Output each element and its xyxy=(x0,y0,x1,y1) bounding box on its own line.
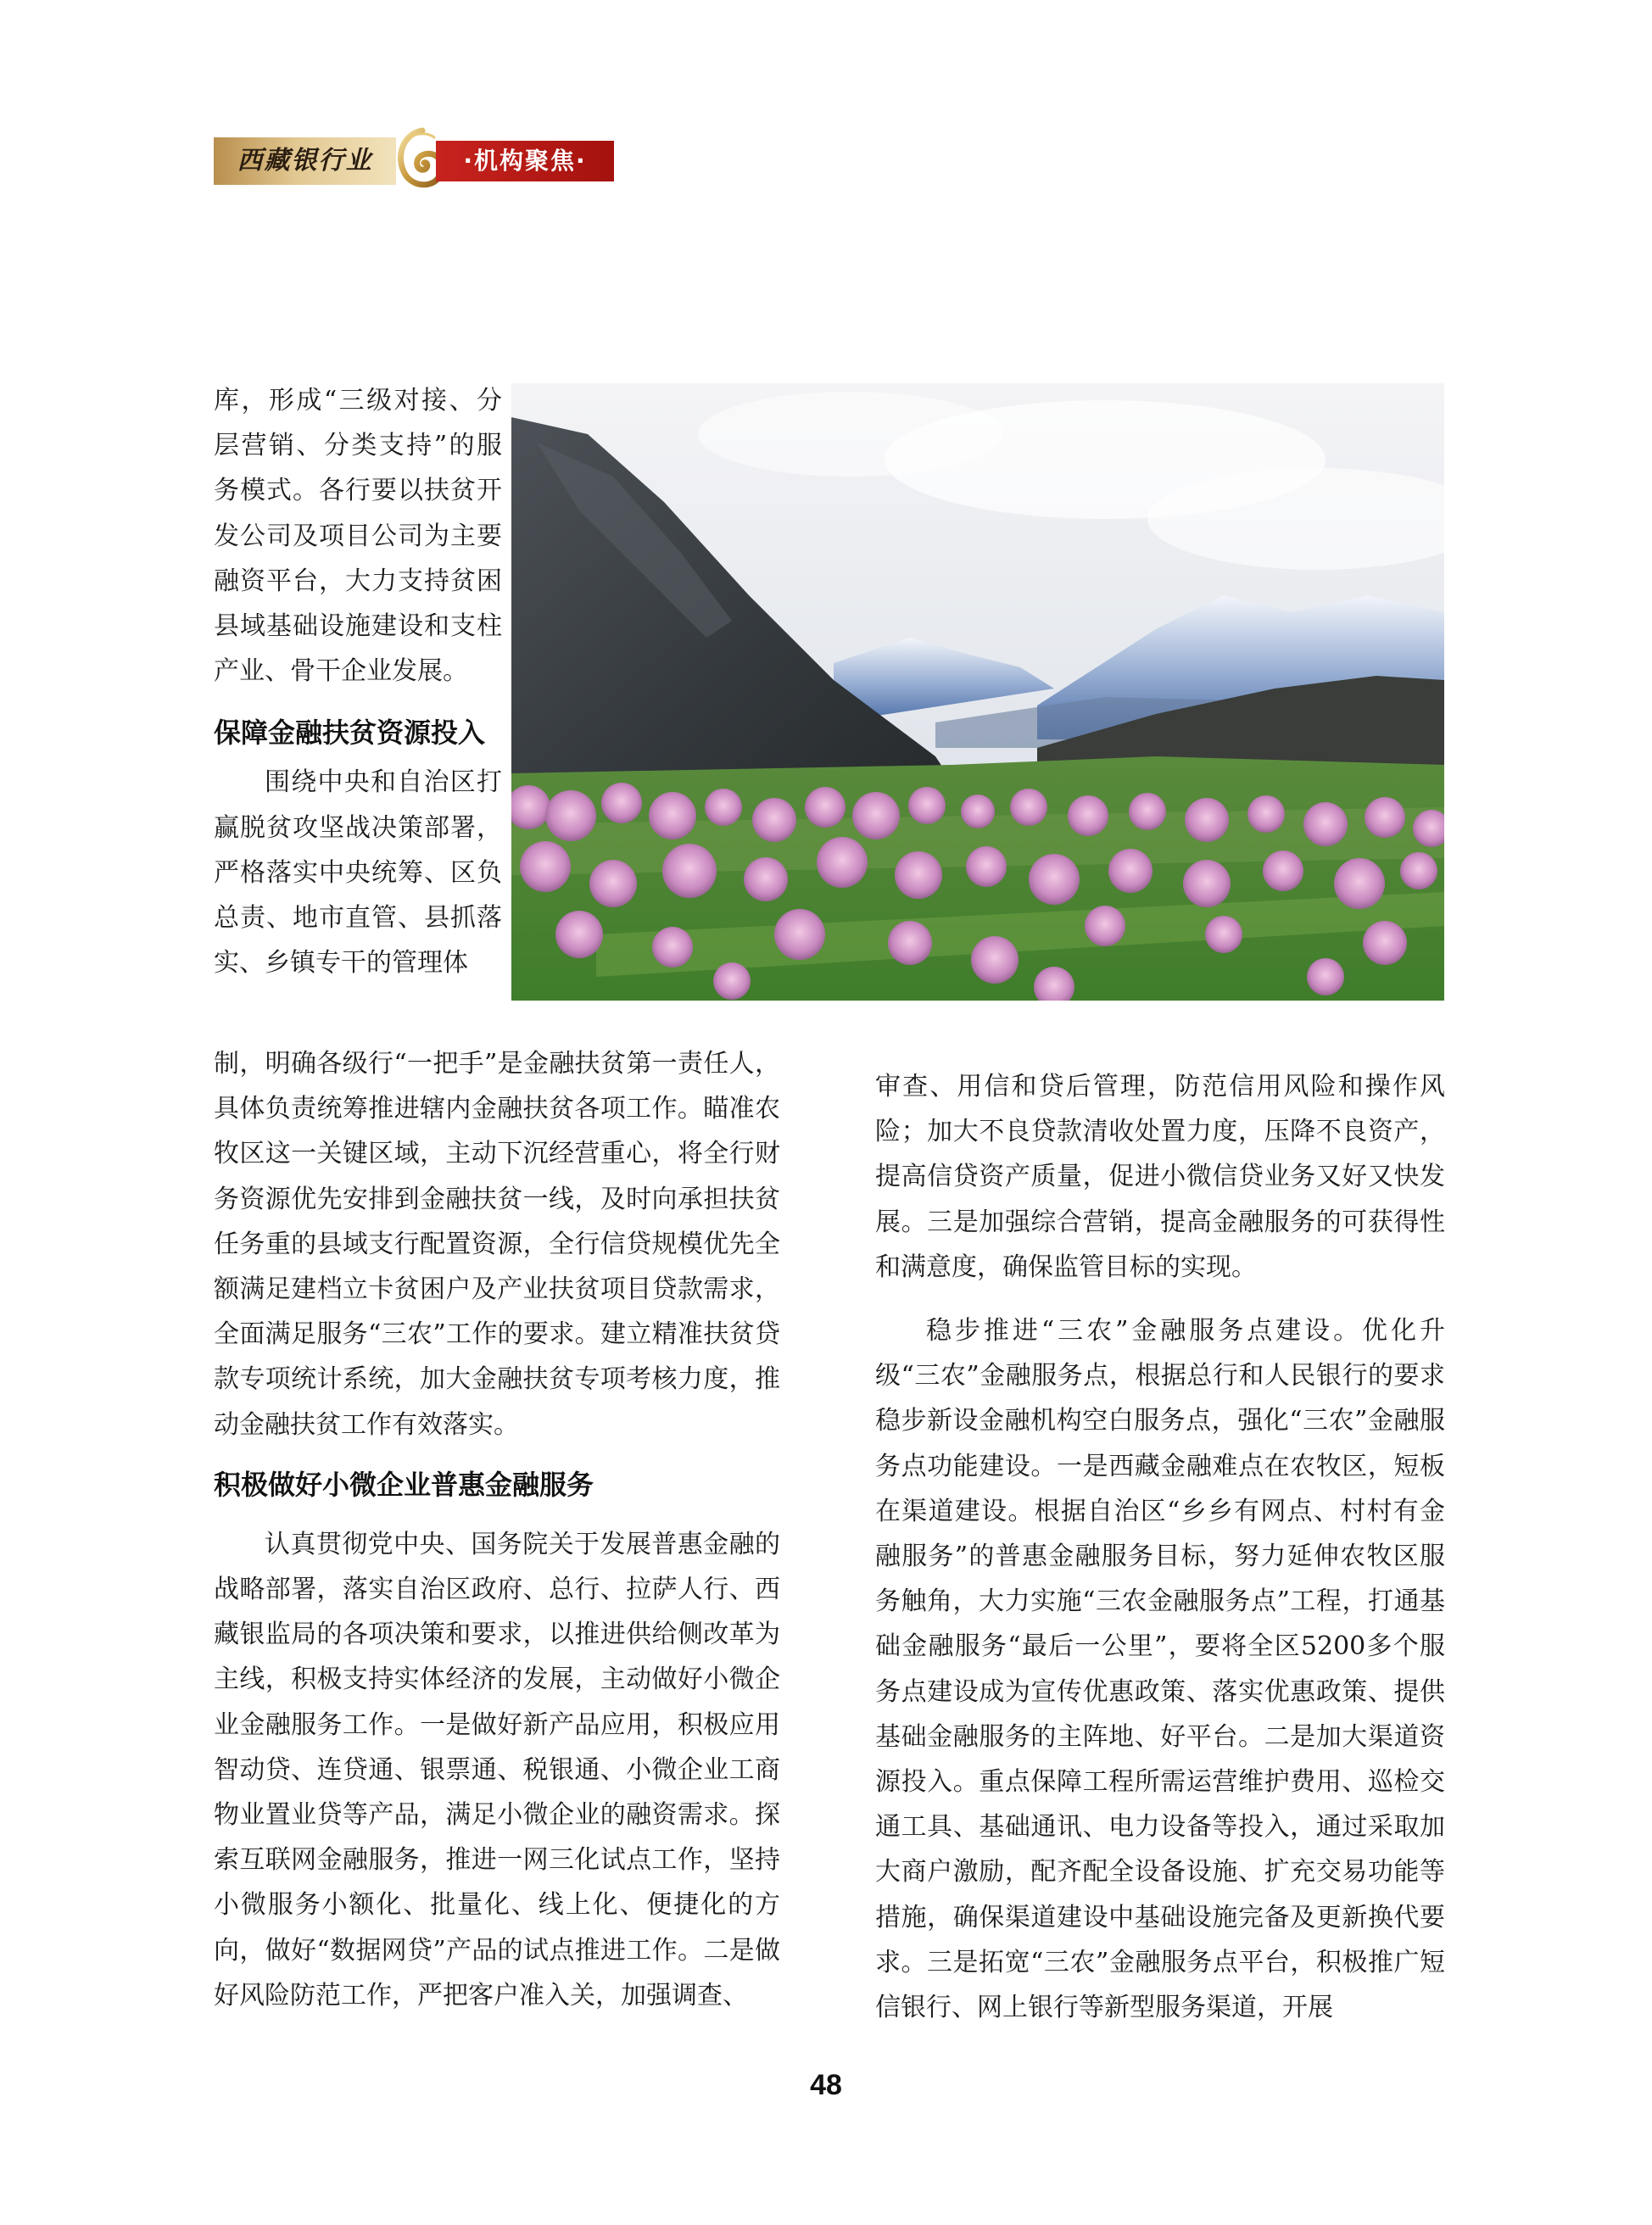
paragraph-resources-end: 制，明确各级行“一把手”是金融扶贫第一责任人，具体负责统筹推进辖内金融扶贫各项工作。瞄准农牧区这一关键区域，主动下沉经营重心，将全行财务资源优先安排到金融扶贫一线，及时向承担扶贫任务重的县域支行配置资源，全行信贷规模优先全额满足建档立卡贫困户及产业扶贫项目贷款需求，全面满足服务“三农”工作的要求。建立精准扶贫贷款专项统计系统，加大金融扶贫专项考核力度，推动金融扶贫工作有效落实。 xyxy=(214,1049,780,1440)
section-heading-resources: 保障金融扶贫资源投入 xyxy=(214,717,486,750)
paragraph-sme: 认真贯彻党中央、国务院关于发展普惠金融的战略部署，落实自治区政府、总行、拉萨人行、西藏银监局的各项决策和要求，以推进供给侧改革为主线，积极支持实体经济的发展，主动做好小微企业金融服务工作。一是做好新产品应用，积极应用智动贷、连贷通、银票通、税银通、小微企业工商物业置业贷等产品，满足小微企业的融资需求。探索互联网金融服务，推进一网三化试点工作，坚持小微服务小额化、批量化、线上化、便捷化的方向，做好“数据网贷”产品的试点推进工作。二是做好风险防范工作，严把客户准入关，加强调查、 xyxy=(214,1529,780,2010)
paragraph-resources-start: 围绕中央和自治区打赢脱贫攻坚战决策部署，严格落实中央统筹、区负总责、地市直管、县抓落实、乡镇专干的管理体 xyxy=(214,767,502,979)
right-text-column xyxy=(875,1064,1445,2030)
paragraph-continued: 库，形成“三级对接、分层营销、分类支持”的服务模式。各行要以扶贫开发公司及项目公司为主要融资平台，大力支持贫困县域基础设施建设和支柱产业、骨干企业发展。 xyxy=(214,386,502,687)
paragraph-rural-service: 稳步推进“三农”金融服务点建设。优化升级“三农”金融服务点，根据总行和人民银行的要求稳步新设金融机构空白服务点，强化“三农”金融服务点功能建设。一是西藏金融难点在农牧区，短板在渠道建设。根据自治区“乡乡有网点、村村有金融服务”的普惠金融服务目标，努力延伸农牧区服务触角，大力实施“三农金融服务点”工程，打通基础金融服务“最后一公里”，要将全区5200多个服务点建设成为宣传优惠政策、落实优惠政策、提供基础金融服务的主阵地、好平台。二是加大渠道资源投入。重点保障工程所需运营维护费用、巡检交通工具、基础通讯、电力设备等投入，通过采取加大商户激励，配齐配全设备设施、扩充交易功能等措施，确保渠道建设中基础设施完备及更新换代要求。三是拓宽“三农”金融服务点平台，积极推广短信银行、网上银行等新型服务渠道，开展 xyxy=(875,1316,1445,2023)
section-header xyxy=(214,137,614,185)
section-name: ·机构聚焦· xyxy=(436,141,614,181)
landscape-photo xyxy=(511,383,1444,1001)
publication-title: 西藏银行业 xyxy=(214,137,396,185)
left-text-column xyxy=(214,1041,780,2018)
section-heading-sme: 积极做好小微企业普惠金融服务 xyxy=(214,1468,594,1501)
page-number: 48 xyxy=(810,2069,842,2101)
paragraph-sme-end: 审查、用信和贷后管理，防范信用风险和操作风险；加大不良贷款清收处置力度，压降不良资产，提高信贷资产质量，促进小微信贷业务又好又快发展。三是加强综合营销，提高金融服务的可获得性和满意度，确保监管目标的实现。 xyxy=(875,1072,1445,1282)
top-text-column xyxy=(214,378,502,985)
